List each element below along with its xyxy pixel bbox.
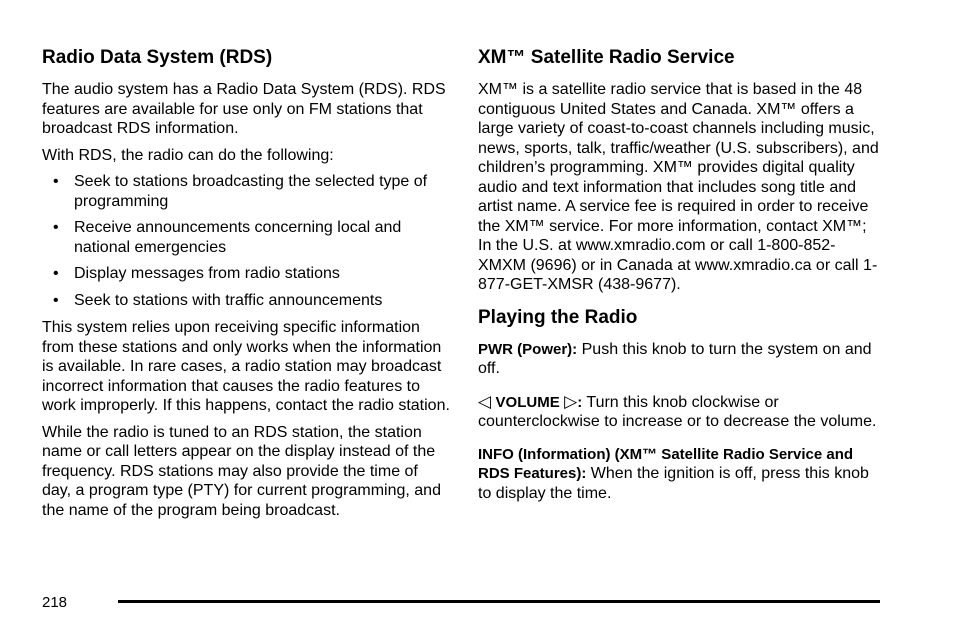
footer-rule — [118, 600, 880, 603]
xm-heading: XM™ Satellite Radio Service — [478, 47, 735, 68]
list-item: • Seek to stations with traffic announcements — [42, 291, 450, 311]
list-item: • Receive announcements concerning local and national emergencies — [42, 218, 450, 257]
volume-term: VOLUME — [495, 393, 560, 411]
info-description: When the ignition is off, press this knob to display the time. — [478, 465, 869, 502]
rds-heading: Radio Data System (RDS) — [42, 47, 273, 68]
pwr-term: PWR (Power): — [478, 340, 578, 358]
playing-radio-heading: Playing the Radio — [478, 306, 638, 328]
info-paragraph — [478, 445, 883, 504]
volume-left-arrow-icon: ◁ — [478, 391, 492, 411]
list-item: • Display messages from radio stations — [42, 264, 450, 284]
volume-colon: : — [577, 393, 583, 411]
pwr-paragraph — [478, 340, 883, 379]
volume-description: Turn this knob clockwise or counterclockwise to increase or to decrease the volume. — [478, 393, 877, 430]
left-column — [42, 47, 450, 527]
pwr-description: Push this knob to turn the system on and off. — [478, 340, 872, 377]
rds-capabilities-lead: With RDS, the radio can do the following: — [42, 146, 334, 164]
page-number: 218 — [42, 594, 68, 611]
info-term: INFO (Information) (XM™ Satellite Radio Service and RDS Features): — [478, 445, 854, 482]
rds-feature-list — [42, 172, 450, 310]
volume-paragraph — [478, 392, 883, 432]
rds-intro: The audio system has a Radio Data System (RDS). RDS features are available for use only on FM stations that broadcast RDS information. — [42, 81, 446, 137]
rds-reliance-paragraph: This system relies upon receiving specific information from these stations and only works when the information is available. In rare cases, a radio station may broadcast incorrect information that causes the radio features to work improperly. If this happens, contact the radio station. — [42, 319, 450, 414]
right-column — [478, 47, 883, 510]
rds-display-paragraph: While the radio is tuned to an RDS station, the station name or call letters appear on the display instead of the frequency. RDS stations may also provide the time of day, a program type (PTY) for current programming, and the name of the program being broadcast. — [42, 423, 441, 519]
xm-paragraph: XM™ is a satellite radio service that is based in the 48 contiguous United States and Canada. XM™ offers a large variety of coast-to-coast channels including music, news, sports, talk, traffic/weather (U.S. subscribers), and children’s programming. XM™ provides digital quality audio and text information that includes song title and artist name. A service fee is required in order to receive the XM™ service. For more information, contact XM™; In the U.S. at www.xmradio.com or call 1-800-852-XMXM (9696) or in Canada at www.xmradio.ca or call 1-877-GET-XMSR (438-9677). — [478, 81, 879, 293]
list-item: • Seek to stations broadcasting the selected type of programming — [42, 172, 450, 211]
volume-right-arrow-icon: ▷ — [564, 391, 578, 411]
